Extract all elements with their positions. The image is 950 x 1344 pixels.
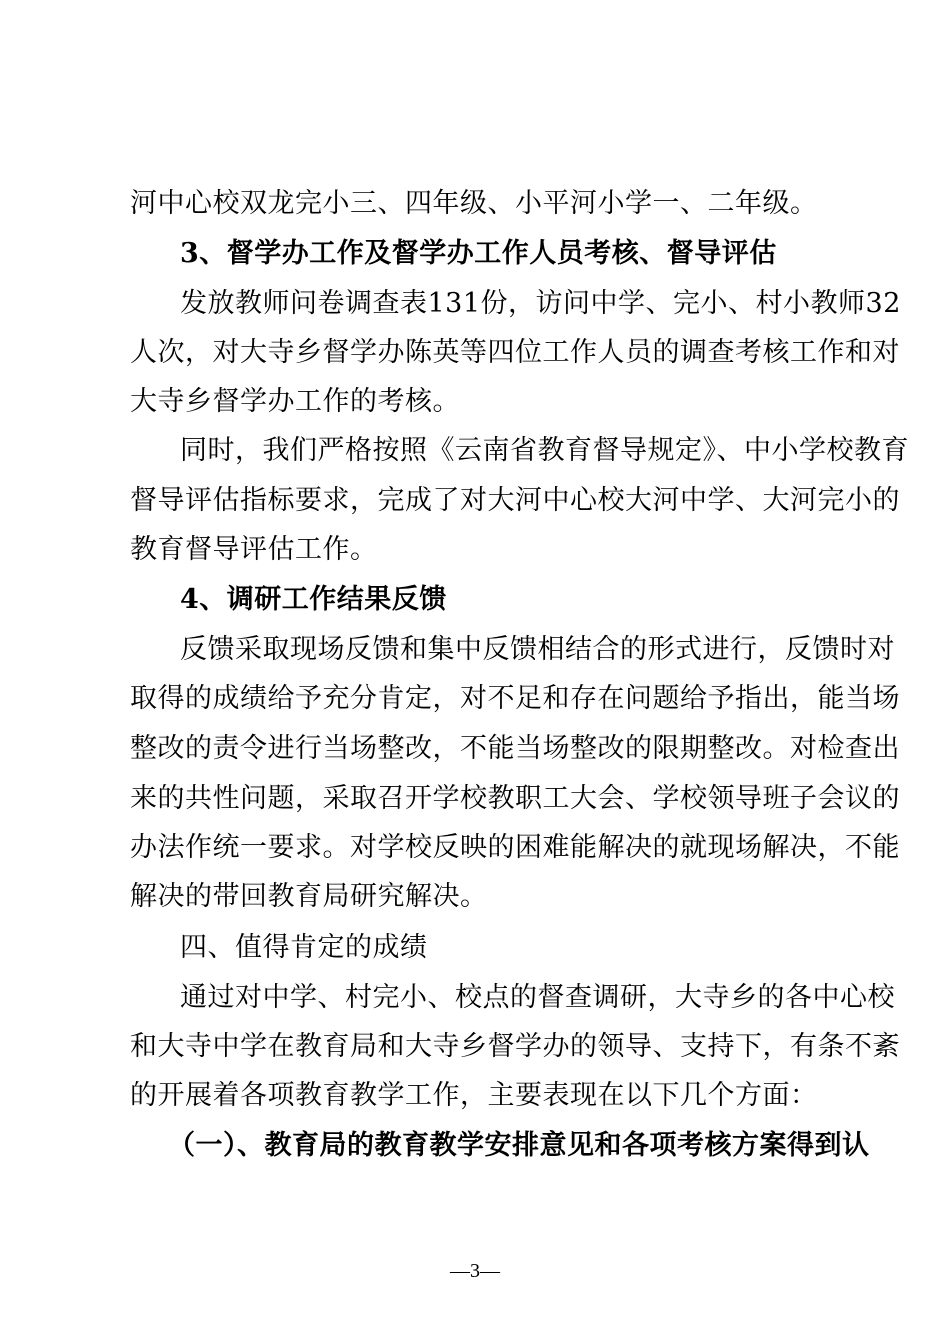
paragraph-line: 人次，对大寺乡督学办陈英等四位工作人员的调查考核工作和对 [130, 337, 900, 368]
subsection-heading-1: （一）、教育局的教育教学安排意见和各项考核方案得到认 [168, 1130, 870, 1161]
section-heading-3: 3、督学办工作及督学办工作人员考核、督导评估 [180, 238, 777, 269]
section-heading-four: 四、值得肯定的成绩 [180, 932, 428, 963]
paragraph-line: 通过对中学、村完小、校点的督查调研，大寺乡的各中心校 [180, 982, 895, 1013]
paragraph-line: 大寺乡督学办工作的考核。 [130, 386, 460, 417]
section-heading-4: 4、调研工作结果反馈 [180, 584, 447, 615]
paragraph-line: 的开展着各项教育教学工作，主要表现在以下几个方面： [130, 1080, 818, 1111]
paragraph-line: 同时，我们严格按照《云南省教育督导规定》、中小学校教育 [180, 435, 909, 466]
paragraph-line: 整改的责令进行当场整改，不能当场整改的限期整改。对检查出 [130, 733, 900, 764]
paragraph-line: 河中心校双龙完小三、四年级、小平河小学一、二年级。 [130, 188, 818, 219]
paragraph-line: 教育督导评估工作。 [130, 534, 378, 565]
paragraph-line: 反馈采取现场反馈和集中反馈相结合的形式进行，反馈时对 [180, 634, 895, 665]
paragraph-line: 和大寺中学在教育局和大寺乡督学办的领导、支持下，有条不紊 [130, 1031, 900, 1062]
paragraph-line: 发放教师问卷调查表131份，访问中学、完小、村小教师32 [180, 288, 901, 319]
paragraph-line: 取得的成绩给予充分肯定，对不足和存在问题给予指出，能当场 [130, 683, 900, 714]
paragraph-line: 来的共性问题，采取召开学校教职工大会、学校领导班子会议的 [130, 783, 900, 814]
paragraph-line: 督导评估指标要求，完成了对大河中心校大河中学、大河完小的 [130, 485, 900, 516]
paragraph-line: 办法作统一要求。对学校反映的困难能解决的就现场解决，不能 [130, 832, 900, 863]
paragraph-line: 解决的带回教育局研究解决。 [130, 881, 488, 912]
page-number: —3— [450, 1260, 500, 1282]
